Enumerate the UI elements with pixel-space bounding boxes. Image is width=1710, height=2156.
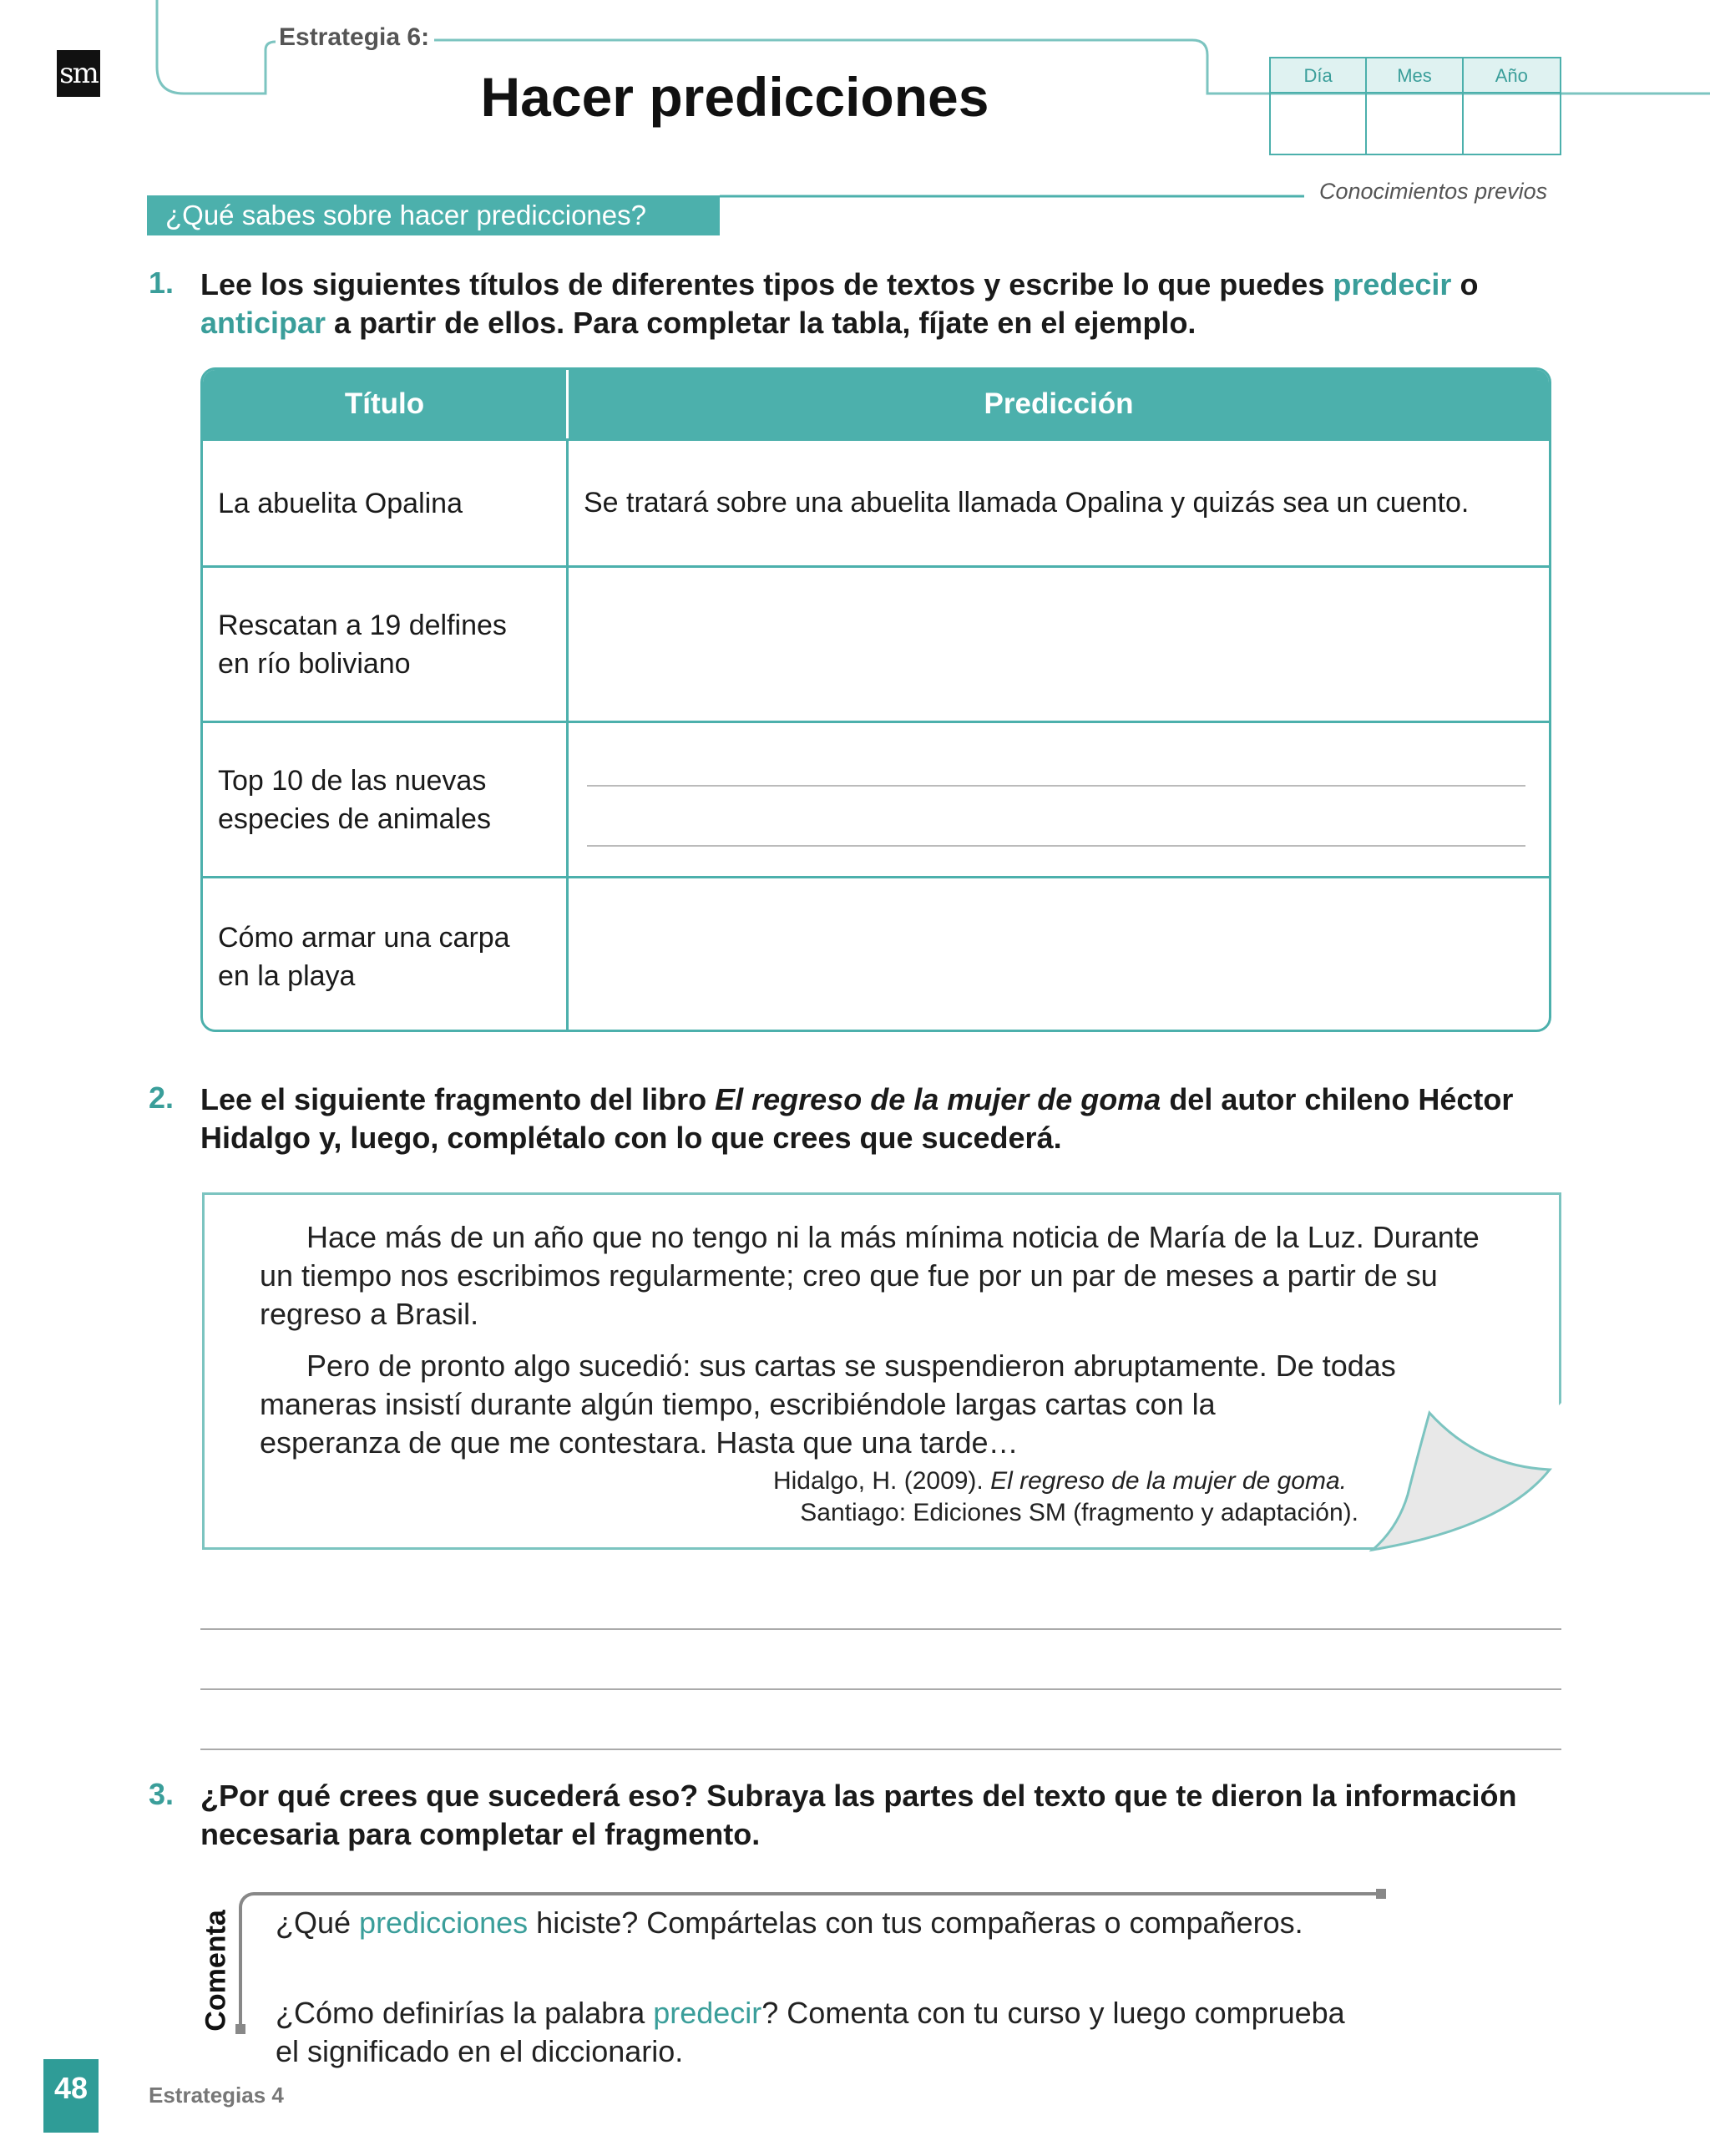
q2-book-title: El regreso de la mujer de goma [715, 1082, 1161, 1116]
date-month-field[interactable] [1367, 94, 1463, 154]
row-title [203, 568, 569, 721]
row-title-line: Cómo armar una carpa [218, 921, 510, 954]
comenta-keyword: predicciones [359, 1905, 529, 1940]
question-2-number: 2. [149, 1081, 175, 1115]
row-prediction-field[interactable] [569, 723, 1549, 876]
fragment-source-line-1 [773, 1467, 1347, 1496]
page-number: 48 [43, 2059, 99, 2133]
bracket-end-marker [235, 2024, 245, 2034]
table-header [203, 370, 1549, 438]
q3-line-1: ¿Por qué crees que sucederá eso? Subraya las partes del texto que te dieron la información [200, 1779, 1517, 1813]
date-box [1269, 57, 1561, 155]
fragment-line: maneras insistí durante algún tiempo, escribiéndole largas cartas con la [260, 1387, 1216, 1421]
question-3-text [200, 1777, 1570, 1854]
q1-text-b: o [1451, 267, 1479, 301]
answer-line[interactable] [200, 1749, 1561, 1750]
comenta-label: Comenta [200, 1910, 232, 2032]
comenta-text: ¿Cómo definirías la palabra [276, 1996, 654, 2030]
date-year-field[interactable] [1464, 94, 1560, 154]
table-row [203, 565, 1549, 721]
question-3-number: 3. [149, 1777, 175, 1811]
fragment-box [202, 1192, 1561, 1550]
strategy-label: Estrategia 6: [279, 23, 430, 51]
q1-keyword-predecir: predecir [1333, 267, 1452, 301]
comenta-question-2 [276, 1994, 1428, 2071]
row-title-line: en la playa [218, 959, 356, 992]
comenta-text: el significado en el diccionario. [276, 2034, 684, 2068]
fragment-line: Pero de pronto algo sucedió: sus cartas se suspendieron abruptamente. De todas [306, 1349, 1396, 1383]
date-day-header: Día [1271, 58, 1367, 94]
page-title: Hacer predicciones [480, 66, 989, 128]
writing-line [587, 845, 1525, 847]
publisher-logo: sm [57, 50, 100, 97]
row-prediction-field[interactable] [569, 878, 1549, 1032]
row-title-line: Top 10 de las nuevas [218, 764, 487, 797]
comenta-text: ? Comenta con tu curso y luego comprueba [761, 1996, 1345, 2030]
fragment-text [260, 1218, 1512, 1462]
date-month-header: Mes [1367, 58, 1463, 94]
date-day-field[interactable] [1271, 94, 1367, 154]
section-tag: Conocimientos previos [1319, 179, 1548, 204]
section-title: ¿Qué sabes sobre hacer predicciones? [147, 195, 720, 235]
table-row [203, 721, 1549, 876]
q2-text-c: Hidalgo y, luego, complétalo con lo que crees que sucederá. [200, 1121, 1062, 1155]
answer-line[interactable] [200, 1628, 1561, 1630]
fragment-paragraph-1: Hace más de un año que no tengo ni la más mínima noticia de María de la Luz. Durante un tiempo nos escribimos regularmente; creo que fue por un par de meses a partir de su regreso a Brasil. [260, 1220, 1480, 1331]
question-1-number: 1. [149, 266, 175, 300]
question-1-text [200, 266, 1570, 342]
answer-line[interactable] [200, 1688, 1561, 1690]
fragment-paragraph-2 [260, 1347, 1512, 1462]
comenta-text: ¿Qué [276, 1905, 360, 1940]
table-row [203, 438, 1549, 565]
row-title [203, 723, 569, 876]
row-prediction-field[interactable] [569, 568, 1549, 721]
header-prediccion: Predicción [984, 387, 1134, 420]
header-titulo: Título [203, 370, 569, 438]
table-row [203, 876, 1549, 1032]
prediction-table [200, 367, 1551, 1032]
row-title: La abuelita Opalina [203, 441, 569, 565]
source-author: Hidalgo, H. (2009). [772, 1467, 991, 1495]
q2-text-b: del autor chileno Héctor [1161, 1082, 1514, 1116]
fragment-line: esperanza de que me contestara. Hasta que una tarde… [260, 1425, 1019, 1460]
comenta-question-1 [276, 1904, 1428, 1942]
section-rule [720, 194, 1304, 199]
page-curl-icon [1369, 1403, 1566, 1553]
row-title-line: en río boliviano [218, 647, 411, 680]
date-year-header: Año [1464, 58, 1560, 94]
q1-text-c: a partir de ellos. Para completar la tabla, fíjate en el ejemplo. [326, 306, 1196, 340]
q2-text-a: Lee el siguiente fragmento del libro [200, 1082, 716, 1116]
book-label: Estrategias 4 [149, 2083, 284, 2108]
question-2-text [200, 1081, 1570, 1157]
comenta-keyword: predecir [653, 1996, 762, 2030]
comenta-text: hiciste? Compártelas con tus compañeras o compañeros. [528, 1905, 1303, 1940]
q1-text-a: Lee los siguientes títulos de diferentes tipos de textos y escribe lo que puedes [200, 267, 1333, 301]
source-title: El regreso de la mujer de goma. [990, 1467, 1347, 1495]
row-title [203, 878, 569, 1032]
q1-keyword-anticipar: anticipar [200, 306, 326, 340]
fragment-source-line-2: Santiago: Ediciones SM (fragmento y adaptación). [800, 1499, 1358, 1526]
row-title-line: Rescatan a 19 delfines [218, 609, 507, 641]
writing-line [587, 785, 1525, 787]
q3-line-2: necesaria para completar el fragmento. [200, 1817, 761, 1851]
row-prediction-example: Se tratará sobre una abuelita llamada Opalina y quizás sea un cuento. [584, 487, 1470, 519]
bracket-end-marker [1376, 1889, 1386, 1899]
row-title-line: especies de animales [218, 802, 491, 835]
